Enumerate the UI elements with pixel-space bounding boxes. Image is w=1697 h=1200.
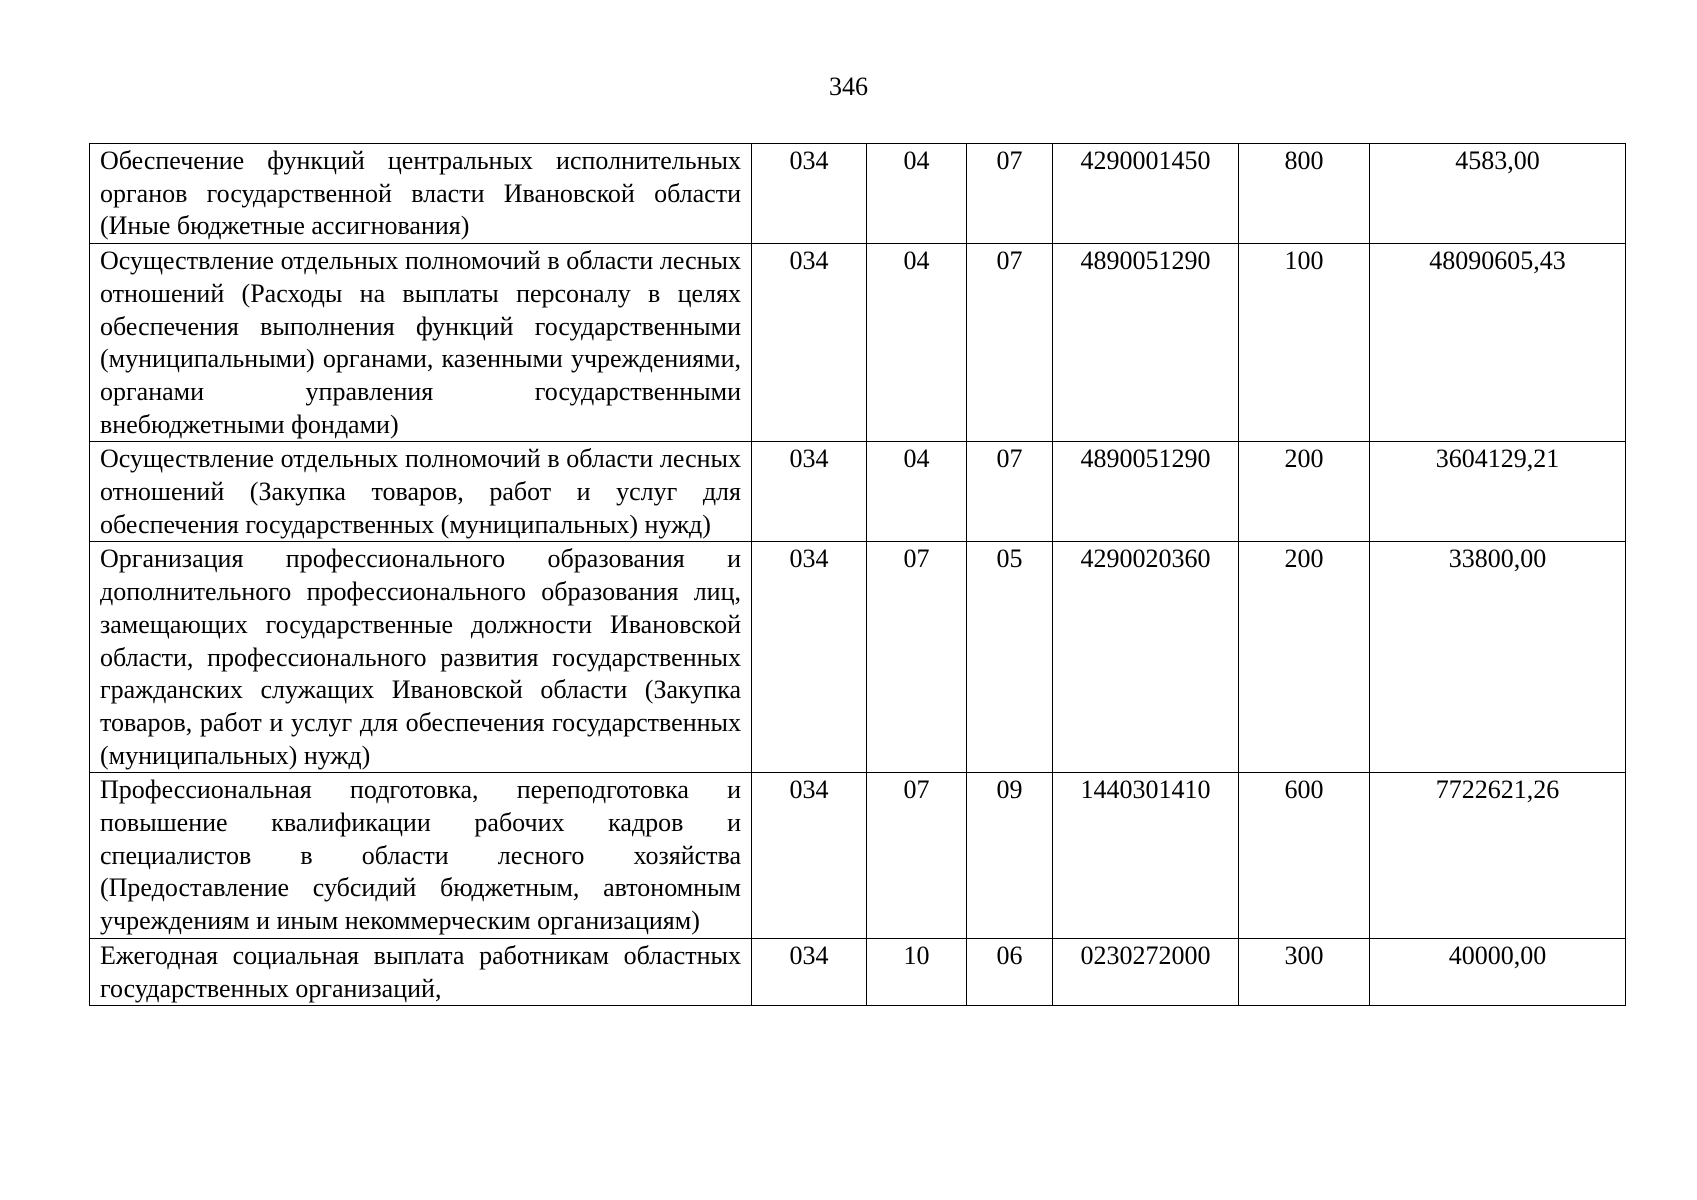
- target-article-code: 4290020360: [1053, 542, 1239, 773]
- section-code: 04: [867, 244, 967, 442]
- ministry-code: 034: [752, 244, 867, 442]
- row-name: Профессиональная подготовка, переподготовка и повышение квалификации рабочих кадров и специалистов в области лесного хозяйства (Предоставление субсидий бюджетным, автономным учреждениям и иным некоммерческим организациям): [90, 773, 752, 939]
- budget-table: [89, 143, 1626, 1006]
- subsection-code: 07: [967, 144, 1053, 244]
- target-article-code: 4890051290: [1053, 244, 1239, 442]
- section-code: 10: [867, 938, 967, 1005]
- target-article-code: 4890051290: [1053, 442, 1239, 542]
- expense-type-code: 100: [1239, 244, 1370, 442]
- row-name: Ежегодная социальная выплата работникам областных государственных организаций,: [90, 938, 752, 1005]
- row-name: Обеспечение функций центральных исполнительных органов государственной власти Ивановской области (Иные бюджетные ассигнования): [90, 144, 752, 244]
- expense-type-code: 200: [1239, 542, 1370, 773]
- table-row: [90, 144, 1626, 244]
- amount: 48090605,43: [1370, 244, 1626, 442]
- table-row: [90, 938, 1626, 1005]
- amount: 3604129,21: [1370, 442, 1626, 542]
- table-row: [90, 773, 1626, 939]
- table-row: [90, 442, 1626, 542]
- amount: 40000,00: [1370, 938, 1626, 1005]
- table-row: [90, 542, 1626, 773]
- expense-type-code: 300: [1239, 938, 1370, 1005]
- subsection-code: 07: [967, 244, 1053, 442]
- row-name: Осуществление отдельных полномочий в области лесных отношений (Расходы на выплаты персоналу в целях обеспечения выполнения функций государственными (муниципальными) органами, казенными учреждениями, органами управления государственными внебюджетными фондами): [90, 244, 752, 442]
- row-name: Осуществление отдельных полномочий в области лесных отношений (Закупка товаров, работ и услуг для обеспечения государственных (муниципальных) нужд): [90, 442, 752, 542]
- target-article-code: 1440301410: [1053, 773, 1239, 939]
- ministry-code: 034: [752, 144, 867, 244]
- ministry-code: 034: [752, 542, 867, 773]
- subsection-code: 05: [967, 542, 1053, 773]
- row-name: Организация профессионального образования и дополнительного профессионального образования лиц, замещающих государственные должности Ивановской области, профессионального развития государственных гражданских служащих Ивановской области (Закупка товаров, работ и услуг для обеспечения государственных (муниципальных) нужд): [90, 542, 752, 773]
- section-code: 04: [867, 144, 967, 244]
- subsection-code: 07: [967, 442, 1053, 542]
- section-code: 07: [867, 773, 967, 939]
- target-article-code: 0230272000: [1053, 938, 1239, 1005]
- expense-type-code: 200: [1239, 442, 1370, 542]
- amount: 7722621,26: [1370, 773, 1626, 939]
- expense-type-code: 600: [1239, 773, 1370, 939]
- ministry-code: 034: [752, 773, 867, 939]
- amount: 33800,00: [1370, 542, 1626, 773]
- section-code: 07: [867, 542, 967, 773]
- ministry-code: 034: [752, 938, 867, 1005]
- subsection-code: 09: [967, 773, 1053, 939]
- ministry-code: 034: [752, 442, 867, 542]
- amount: 4583,00: [1370, 144, 1626, 244]
- subsection-code: 06: [967, 938, 1053, 1005]
- section-code: 04: [867, 442, 967, 542]
- table-row: [90, 244, 1626, 442]
- expense-type-code: 800: [1239, 144, 1370, 244]
- page-number: 346: [829, 72, 868, 101]
- target-article-code: 4290001450: [1053, 144, 1239, 244]
